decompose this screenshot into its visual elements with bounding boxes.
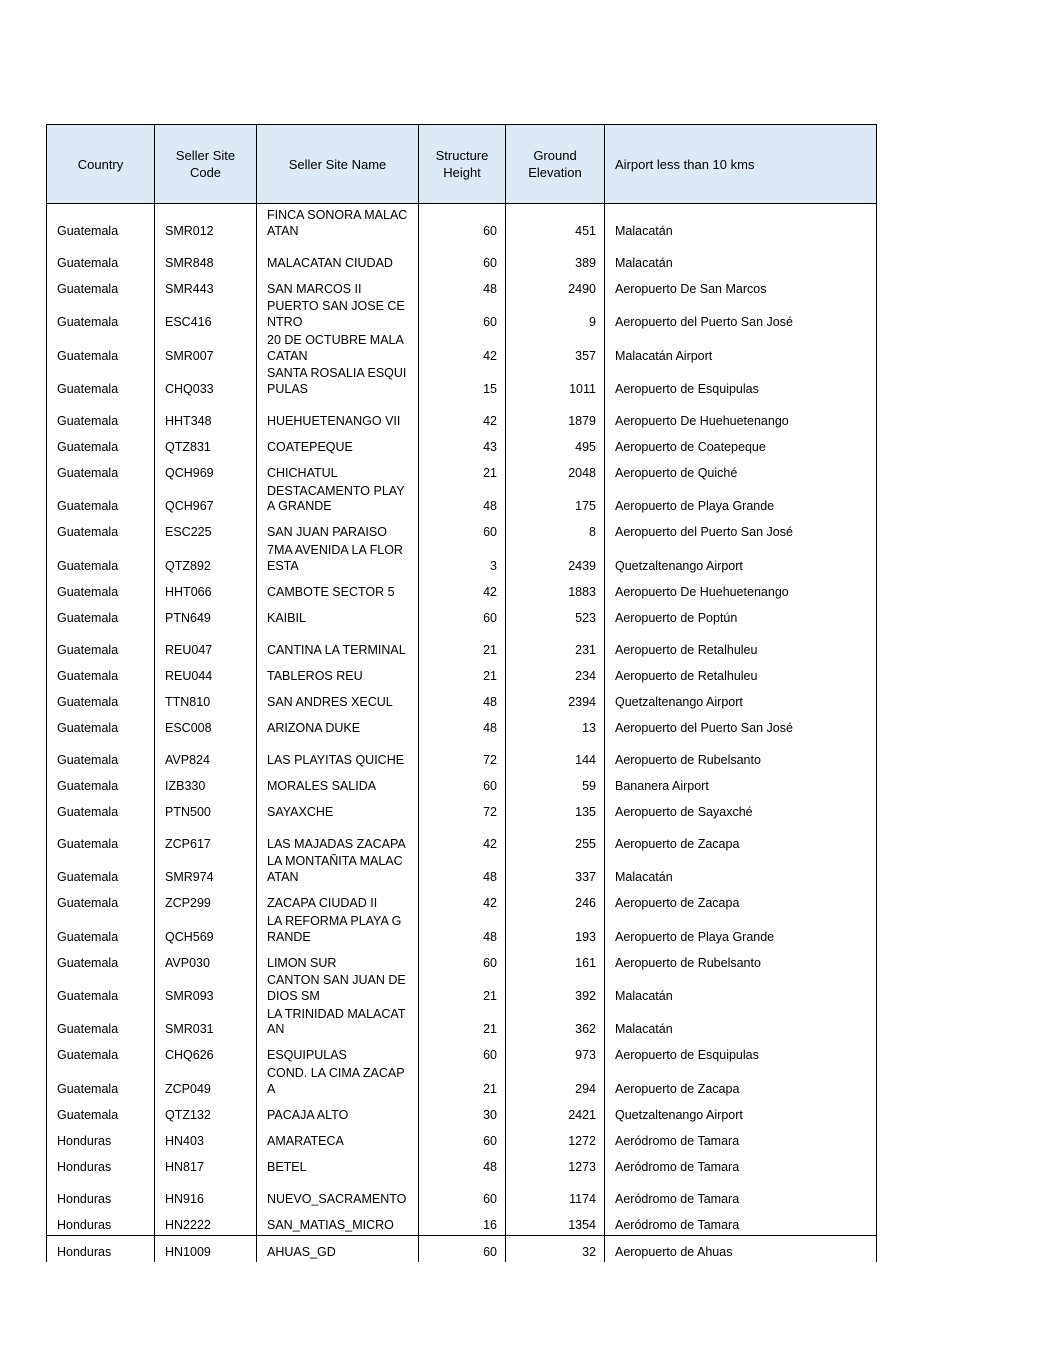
cell-structure-height: 15 <box>419 366 506 399</box>
cell-ground-elevation: 362 <box>506 1007 605 1040</box>
cell-country: Guatemala <box>47 458 155 484</box>
cell-airport: Aeropuerto de Retalhuleu <box>605 660 877 686</box>
cell-seller-site-code: ESC416 <box>155 299 257 332</box>
cell-country: Guatemala <box>47 947 155 973</box>
cell-ground-elevation: 1273 <box>506 1151 605 1177</box>
table-row <box>47 1066 877 1099</box>
cell-seller-site-code: IZB330 <box>155 770 257 796</box>
cell-seller-site-name: COATEPEQUE <box>257 432 419 458</box>
table-row <box>47 1209 877 1236</box>
cell-airport: Aeropuerto de Zacapa <box>605 822 877 854</box>
cell-ground-elevation: 9 <box>506 299 605 332</box>
cell-country: Guatemala <box>47 543 155 576</box>
cell-ground-elevation: 357 <box>506 333 605 366</box>
cell-country: Guatemala <box>47 366 155 399</box>
cell-airport: Aeropuerto del Puerto San José <box>605 712 877 738</box>
cell-structure-height: 60 <box>419 204 506 242</box>
cell-seller-site-name: FINCA SONORA MALACATAN <box>257 204 419 242</box>
cell-country: Guatemala <box>47 686 155 712</box>
table-body <box>47 204 877 1263</box>
cell-airport: Malacatán <box>605 973 877 1006</box>
cell-seller-site-name: LIMON SUR <box>257 947 419 973</box>
header-row <box>47 125 877 204</box>
cell-structure-height: 21 <box>419 660 506 686</box>
table-row <box>47 602 877 628</box>
cell-country: Guatemala <box>47 1007 155 1040</box>
cell-seller-site-name: CHICHATUL <box>257 458 419 484</box>
cell-structure-height: 48 <box>419 273 506 299</box>
cell-airport: Aeropuerto De Huehuetenango <box>605 576 877 602</box>
cell-structure-height: 30 <box>419 1099 506 1125</box>
cell-ground-elevation: 1883 <box>506 576 605 602</box>
cell-structure-height: 21 <box>419 458 506 484</box>
cell-structure-height: 43 <box>419 432 506 458</box>
table-row <box>47 1040 877 1066</box>
cell-structure-height: 60 <box>419 241 506 273</box>
cell-country: Guatemala <box>47 628 155 660</box>
cell-ground-elevation: 294 <box>506 1066 605 1099</box>
cell-structure-height: 48 <box>419 854 506 887</box>
site-table-sheet <box>46 124 876 1262</box>
cell-seller-site-code: CHQ626 <box>155 1040 257 1066</box>
cell-ground-elevation: 161 <box>506 947 605 973</box>
cell-airport: Quetzaltenango Airport <box>605 1099 877 1125</box>
cell-ground-elevation: 2394 <box>506 686 605 712</box>
cell-structure-height: 42 <box>419 576 506 602</box>
cell-airport: Aeropuerto de Retalhuleu <box>605 628 877 660</box>
cell-structure-height: 60 <box>419 947 506 973</box>
cell-seller-site-code: SMR031 <box>155 1007 257 1040</box>
table-row <box>47 333 877 366</box>
cell-seller-site-code: CHQ033 <box>155 366 257 399</box>
cell-airport: Aeropuerto de Quiché <box>605 458 877 484</box>
cell-country: Guatemala <box>47 517 155 543</box>
table-row <box>47 458 877 484</box>
cell-country: Guatemala <box>47 299 155 332</box>
cell-airport: Aeropuerto de Zacapa <box>605 888 877 914</box>
table-row <box>47 770 877 796</box>
cell-airport: Aeropuerto de Zacapa <box>605 1066 877 1099</box>
cell-airport: Malacatán <box>605 241 877 273</box>
table-row <box>47 796 877 822</box>
cell-structure-height: 60 <box>419 517 506 543</box>
cell-structure-height: 21 <box>419 628 506 660</box>
cell-seller-site-name: LAS PLAYITAS QUICHE <box>257 738 419 770</box>
cell-structure-height: 60 <box>419 1040 506 1066</box>
cell-structure-height: 60 <box>419 770 506 796</box>
cell-seller-site-name: ZACAPA CIUDAD II <box>257 888 419 914</box>
cell-ground-elevation: 59 <box>506 770 605 796</box>
cell-ground-elevation: 246 <box>506 888 605 914</box>
cell-seller-site-code: SMR848 <box>155 241 257 273</box>
cell-structure-height: 48 <box>419 1151 506 1177</box>
cell-seller-site-code: ZCP617 <box>155 822 257 854</box>
cell-seller-site-code: QCH569 <box>155 914 257 947</box>
cell-airport: Aeropuerto de Coatepeque <box>605 432 877 458</box>
cell-country: Guatemala <box>47 432 155 458</box>
cell-airport: Aeropuerto de Esquipulas <box>605 1040 877 1066</box>
table-row <box>47 973 877 1006</box>
cell-seller-site-code: REU047 <box>155 628 257 660</box>
cell-country: Guatemala <box>47 241 155 273</box>
cell-airport: Malacatán <box>605 1007 877 1040</box>
cell-seller-site-code: ESC225 <box>155 517 257 543</box>
cell-ground-elevation: 451 <box>506 204 605 242</box>
cell-structure-height: 48 <box>419 914 506 947</box>
cell-seller-site-code: HN1009 <box>155 1236 257 1263</box>
cell-ground-elevation: 389 <box>506 241 605 273</box>
cell-ground-elevation: 193 <box>506 914 605 947</box>
cell-structure-height: 48 <box>419 484 506 517</box>
cell-ground-elevation: 255 <box>506 822 605 854</box>
cell-ground-elevation: 1879 <box>506 400 605 432</box>
cell-country: Guatemala <box>47 822 155 854</box>
cell-structure-height: 42 <box>419 888 506 914</box>
cell-structure-height: 72 <box>419 738 506 770</box>
cell-airport: Aeropuerto de Playa Grande <box>605 484 877 517</box>
cell-seller-site-name: DESTACAMENTO PLAYA GRANDE <box>257 484 419 517</box>
cell-ground-elevation: 13 <box>506 712 605 738</box>
table-row <box>47 738 877 770</box>
header-airport: Airport less than 10 kms <box>605 125 877 204</box>
cell-airport: Aeródromo de Tamara <box>605 1209 877 1236</box>
table-header <box>47 125 877 204</box>
table-row <box>47 273 877 299</box>
cell-seller-site-name: ESQUIPULAS <box>257 1040 419 1066</box>
header-ground-elevation: Ground Elevation <box>506 125 605 204</box>
table-row <box>47 432 877 458</box>
cell-airport: Aeropuerto de Sayaxché <box>605 796 877 822</box>
cell-airport: Aeropuerto de Playa Grande <box>605 914 877 947</box>
table-row <box>47 241 877 273</box>
cell-seller-site-code: HN403 <box>155 1125 257 1151</box>
cell-seller-site-name: SAN JUAN PARAISO <box>257 517 419 543</box>
cell-seller-site-code: ZCP049 <box>155 1066 257 1099</box>
cell-ground-elevation: 973 <box>506 1040 605 1066</box>
table-row <box>47 366 877 399</box>
cell-seller-site-name: SANTA ROSALIA ESQUIPULAS <box>257 366 419 399</box>
cell-country: Honduras <box>47 1151 155 1177</box>
cell-seller-site-code: HN916 <box>155 1177 257 1209</box>
cell-country: Guatemala <box>47 854 155 887</box>
cell-country: Guatemala <box>47 204 155 242</box>
table-row <box>47 576 877 602</box>
cell-seller-site-code: QTZ831 <box>155 432 257 458</box>
header-seller-site-name: Seller Site Name <box>257 125 419 204</box>
cell-seller-site-code: HN817 <box>155 1151 257 1177</box>
cell-structure-height: 60 <box>419 1177 506 1209</box>
cell-structure-height: 60 <box>419 1236 506 1263</box>
cell-ground-elevation: 495 <box>506 432 605 458</box>
cell-ground-elevation: 2439 <box>506 543 605 576</box>
cell-ground-elevation: 32 <box>506 1236 605 1263</box>
cell-seller-site-code: AVP030 <box>155 947 257 973</box>
cell-seller-site-code: PTN500 <box>155 796 257 822</box>
cell-structure-height: 3 <box>419 543 506 576</box>
cell-seller-site-code: PTN649 <box>155 602 257 628</box>
site-table <box>46 124 877 1262</box>
cell-airport: Quetzaltenango Airport <box>605 686 877 712</box>
cell-country: Guatemala <box>47 973 155 1006</box>
cell-structure-height: 60 <box>419 299 506 332</box>
cell-seller-site-name: SAYAXCHE <box>257 796 419 822</box>
cell-country: Honduras <box>47 1125 155 1151</box>
cell-airport: Aeropuerto De San Marcos <box>605 273 877 299</box>
cell-ground-elevation: 135 <box>506 796 605 822</box>
cell-country: Guatemala <box>47 770 155 796</box>
cell-airport: Aeropuerto de Poptún <box>605 602 877 628</box>
cell-structure-height: 60 <box>419 1125 506 1151</box>
table-row <box>47 947 877 973</box>
cell-country: Guatemala <box>47 602 155 628</box>
cell-country: Guatemala <box>47 484 155 517</box>
cell-country: Guatemala <box>47 660 155 686</box>
cell-seller-site-name: CAMBOTE SECTOR 5 <box>257 576 419 602</box>
cell-airport: Aeropuerto De Huehuetenango <box>605 400 877 432</box>
cell-airport: Quetzaltenango Airport <box>605 543 877 576</box>
cell-structure-height: 21 <box>419 973 506 1006</box>
cell-seller-site-code: ESC008 <box>155 712 257 738</box>
cell-seller-site-name: LA REFORMA PLAYA GRANDE <box>257 914 419 947</box>
cell-seller-site-name: PACAJA ALTO <box>257 1099 419 1125</box>
table-row <box>47 1177 877 1209</box>
cell-seller-site-name: SAN ANDRES XECUL <box>257 686 419 712</box>
table-row <box>47 822 877 854</box>
cell-seller-site-name: HUEHUETENANGO VII <box>257 400 419 432</box>
cell-ground-elevation: 337 <box>506 854 605 887</box>
cell-ground-elevation: 8 <box>506 517 605 543</box>
cell-airport: Aeropuerto del Puerto San José <box>605 517 877 543</box>
cell-seller-site-code: SMR007 <box>155 333 257 366</box>
cell-ground-elevation: 234 <box>506 660 605 686</box>
cell-airport: Aeropuerto de Ahuas <box>605 1236 877 1263</box>
cell-seller-site-name: BETEL <box>257 1151 419 1177</box>
cell-ground-elevation: 1354 <box>506 1209 605 1236</box>
cell-seller-site-code: ZCP299 <box>155 888 257 914</box>
cell-ground-elevation: 1272 <box>506 1125 605 1151</box>
table-row <box>47 854 877 887</box>
cell-seller-site-name: SAN MARCOS II <box>257 273 419 299</box>
table-row <box>47 686 877 712</box>
cell-seller-site-code: SMR974 <box>155 854 257 887</box>
cell-airport: Bananera Airport <box>605 770 877 796</box>
header-country: Country <box>47 125 155 204</box>
table-row <box>47 517 877 543</box>
cell-airport: Aeropuerto del Puerto San José <box>605 299 877 332</box>
header-seller-site-code: Seller Site Code <box>155 125 257 204</box>
cell-seller-site-name: MORALES SALIDA <box>257 770 419 796</box>
cell-seller-site-code: SMR443 <box>155 273 257 299</box>
cell-seller-site-name: 7MA AVENIDA LA FLORESTA <box>257 543 419 576</box>
cell-country: Guatemala <box>47 1066 155 1099</box>
cell-airport: Malacatán <box>605 204 877 242</box>
cell-seller-site-code: HHT348 <box>155 400 257 432</box>
cell-airport: Aeródromo de Tamara <box>605 1177 877 1209</box>
table-row <box>47 1236 877 1263</box>
cell-country: Guatemala <box>47 333 155 366</box>
cell-ground-elevation: 175 <box>506 484 605 517</box>
cell-ground-elevation: 1011 <box>506 366 605 399</box>
cell-structure-height: 72 <box>419 796 506 822</box>
cell-seller-site-name: LA MONTAÑITA MALACATAN <box>257 854 419 887</box>
table-row <box>47 299 877 332</box>
table-row <box>47 543 877 576</box>
cell-seller-site-name: MALACATAN CIUDAD <box>257 241 419 273</box>
cell-structure-height: 42 <box>419 400 506 432</box>
cell-seller-site-name: ARIZONA DUKE <box>257 712 419 738</box>
cell-seller-site-code: QTZ892 <box>155 543 257 576</box>
cell-seller-site-name: AMARATECA <box>257 1125 419 1151</box>
cell-seller-site-name: LA TRINIDAD MALACATAN <box>257 1007 419 1040</box>
cell-seller-site-code: HHT066 <box>155 576 257 602</box>
cell-ground-elevation: 2048 <box>506 458 605 484</box>
table-row <box>47 628 877 660</box>
cell-country: Honduras <box>47 1177 155 1209</box>
cell-seller-site-code: QTZ132 <box>155 1099 257 1125</box>
table-row <box>47 712 877 738</box>
cell-seller-site-name: 20 DE OCTUBRE MALACATAN <box>257 333 419 366</box>
table-row <box>47 1151 877 1177</box>
table-row <box>47 914 877 947</box>
cell-ground-elevation: 1174 <box>506 1177 605 1209</box>
cell-seller-site-code: QCH969 <box>155 458 257 484</box>
cell-seller-site-name: LAS MAJADAS ZACAPA <box>257 822 419 854</box>
cell-seller-site-name: SAN_MATIAS_MICRO <box>257 1209 419 1236</box>
cell-country: Guatemala <box>47 796 155 822</box>
cell-seller-site-name: CANTON SAN JUAN DE DIOS SM <box>257 973 419 1006</box>
table-row <box>47 400 877 432</box>
cell-ground-elevation: 2490 <box>506 273 605 299</box>
cell-airport: Aeródromo de Tamara <box>605 1125 877 1151</box>
cell-structure-height: 16 <box>419 1209 506 1236</box>
table-row <box>47 1125 877 1151</box>
cell-structure-height: 48 <box>419 712 506 738</box>
table-row <box>47 204 877 242</box>
cell-airport: Aeródromo de Tamara <box>605 1151 877 1177</box>
cell-seller-site-code: REU044 <box>155 660 257 686</box>
cell-country: Honduras <box>47 1236 155 1263</box>
table-row <box>47 888 877 914</box>
cell-seller-site-name: NUEVO_SACRAMENTO <box>257 1177 419 1209</box>
cell-seller-site-name: CANTINA LA TERMINAL <box>257 628 419 660</box>
cell-airport: Aeropuerto de Esquipulas <box>605 366 877 399</box>
cell-seller-site-name: AHUAS_GD <box>257 1236 419 1263</box>
cell-structure-height: 60 <box>419 602 506 628</box>
cell-seller-site-name: COND. LA CIMA ZACAPA <box>257 1066 419 1099</box>
cell-structure-height: 21 <box>419 1066 506 1099</box>
cell-country: Guatemala <box>47 914 155 947</box>
table-row <box>47 1007 877 1040</box>
cell-airport: Malacatán <box>605 854 877 887</box>
cell-ground-elevation: 231 <box>506 628 605 660</box>
cell-seller-site-code: TTN810 <box>155 686 257 712</box>
cell-structure-height: 42 <box>419 822 506 854</box>
cell-seller-site-code: SMR093 <box>155 973 257 1006</box>
cell-country: Guatemala <box>47 1040 155 1066</box>
cell-seller-site-name: KAIBIL <box>257 602 419 628</box>
cell-ground-elevation: 523 <box>506 602 605 628</box>
cell-country: Guatemala <box>47 888 155 914</box>
cell-structure-height: 42 <box>419 333 506 366</box>
cell-seller-site-code: SMR012 <box>155 204 257 242</box>
cell-airport: Aeropuerto de Rubelsanto <box>605 738 877 770</box>
cell-seller-site-name: PUERTO SAN JOSE CENTRO <box>257 299 419 332</box>
cell-country: Guatemala <box>47 576 155 602</box>
cell-ground-elevation: 2421 <box>506 1099 605 1125</box>
table-row <box>47 484 877 517</box>
header-structure-height: Structure Height <box>419 125 506 204</box>
cell-seller-site-name: TABLEROS REU <box>257 660 419 686</box>
cell-seller-site-code: QCH967 <box>155 484 257 517</box>
cell-ground-elevation: 144 <box>506 738 605 770</box>
cell-seller-site-code: AVP824 <box>155 738 257 770</box>
cell-structure-height: 48 <box>419 686 506 712</box>
table-row <box>47 1099 877 1125</box>
cell-airport: Malacatán Airport <box>605 333 877 366</box>
cell-country: Guatemala <box>47 1099 155 1125</box>
cell-seller-site-code: HN2222 <box>155 1209 257 1236</box>
table-row <box>47 660 877 686</box>
cell-country: Guatemala <box>47 712 155 738</box>
cell-airport: Aeropuerto de Rubelsanto <box>605 947 877 973</box>
cell-country: Guatemala <box>47 273 155 299</box>
cell-structure-height: 21 <box>419 1007 506 1040</box>
cell-country: Honduras <box>47 1209 155 1236</box>
cell-ground-elevation: 392 <box>506 973 605 1006</box>
cell-country: Guatemala <box>47 738 155 770</box>
cell-country: Guatemala <box>47 400 155 432</box>
